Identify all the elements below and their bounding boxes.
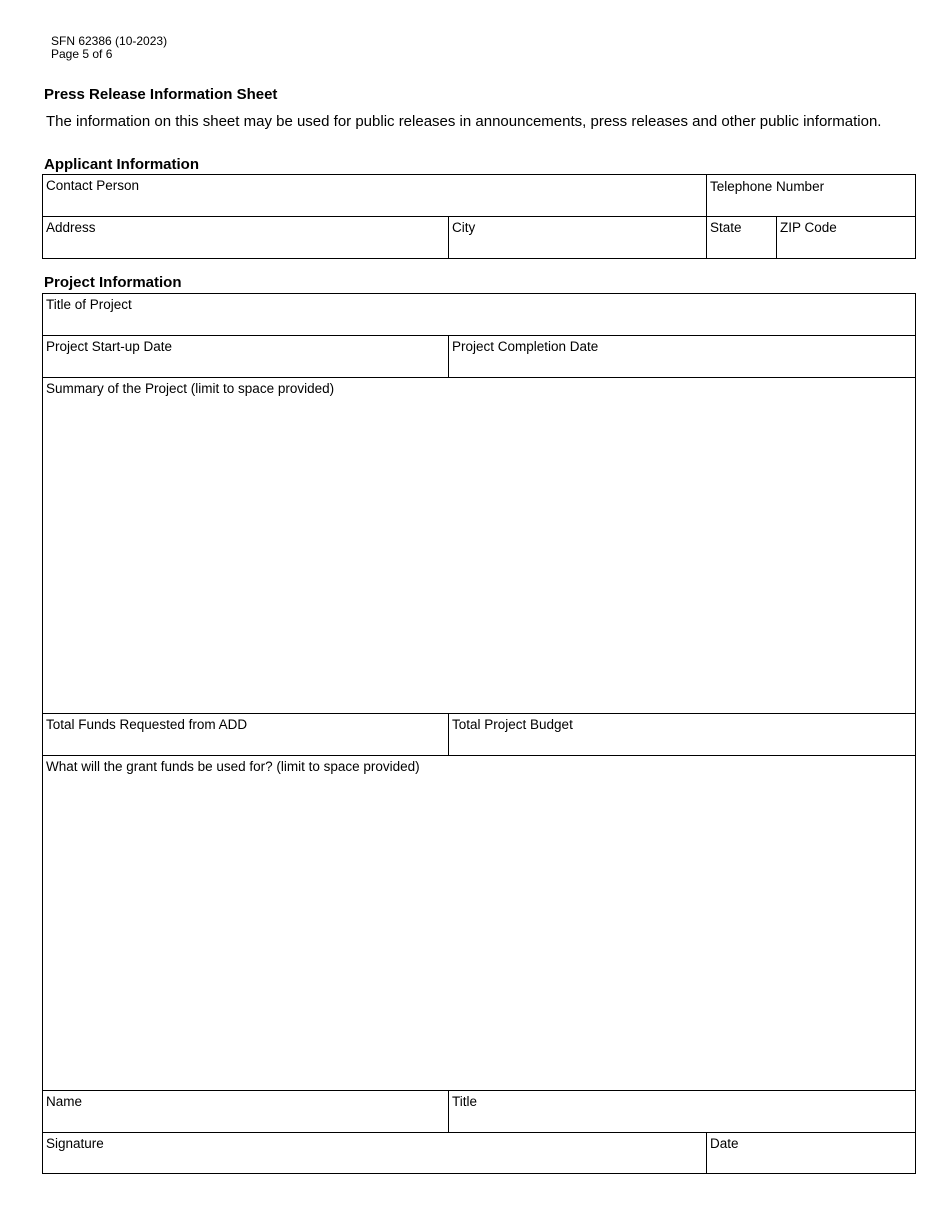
total-budget-input[interactable] [452,735,912,752]
completion-date-label: Project Completion Date [452,339,599,354]
completion-date-cell [448,335,915,377]
summary-textarea[interactable] [46,399,912,710]
city-cell [448,216,706,258]
funds-requested-input[interactable] [46,735,445,752]
state-input[interactable] [710,238,773,255]
address-cell [43,216,448,258]
telephone-cell [706,175,915,216]
summary-label: Summary of the Project (limit to space provided) [46,381,335,396]
signature-cell [43,1132,706,1173]
telephone-label: Telephone Number [710,179,825,194]
zip-label: ZIP Code [780,220,837,235]
person-title-cell [448,1090,915,1132]
project-heading: Project Information [44,274,182,291]
grant-use-textarea[interactable] [46,777,912,1087]
project-title-label: Title of Project [46,297,132,312]
applicant-table [42,174,916,259]
signature-input[interactable] [46,1154,703,1170]
funds-requested-label: Total Funds Requested from ADD [46,717,248,732]
address-input[interactable] [46,238,445,255]
summary-cell [43,377,915,713]
contact-person-label: Contact Person [46,178,140,193]
date-input[interactable] [710,1154,912,1170]
project-title-cell [43,294,915,335]
zip-cell [776,216,915,258]
form-identifier [51,35,167,61]
state-label: State [710,220,742,235]
contact-person-input[interactable] [46,196,703,213]
total-budget-cell [448,713,915,755]
grant-use-label: What will the grant funds be used for? (limit to space provided) [46,759,420,774]
zip-input[interactable] [780,238,912,255]
start-date-label: Project Start-up Date [46,339,173,354]
person-title-input[interactable] [452,1112,912,1129]
state-cell [706,216,776,258]
sheet-intro: The information on this sheet may be used for public releases in announcements, press releases and other public information. [46,113,882,130]
city-label: City [452,220,476,235]
name-input[interactable] [46,1112,445,1129]
funds-requested-cell [43,713,448,755]
applicant-heading: Applicant Information [44,156,199,173]
project-title-input[interactable] [46,315,912,332]
name-cell [43,1090,448,1132]
name-label: Name [46,1094,83,1109]
project-table [42,293,916,1174]
total-budget-label: Total Project Budget [452,717,573,732]
completion-date-input[interactable] [452,357,912,374]
date-label: Date [710,1136,739,1151]
city-input[interactable] [452,238,703,255]
grant-use-cell [43,755,915,1090]
telephone-input[interactable] [710,196,912,213]
date-cell [706,1132,915,1173]
sheet-title: Press Release Information Sheet [44,86,278,103]
form-number: SFN 62386 (10-2023) [51,34,168,48]
address-label: Address [46,220,96,235]
contact-person-cell [43,175,706,216]
start-date-cell [43,335,448,377]
start-date-input[interactable] [46,357,445,374]
page-number: Page 5 of 6 [51,47,113,61]
person-title-label: Title [452,1094,478,1109]
signature-label: Signature [46,1136,104,1151]
